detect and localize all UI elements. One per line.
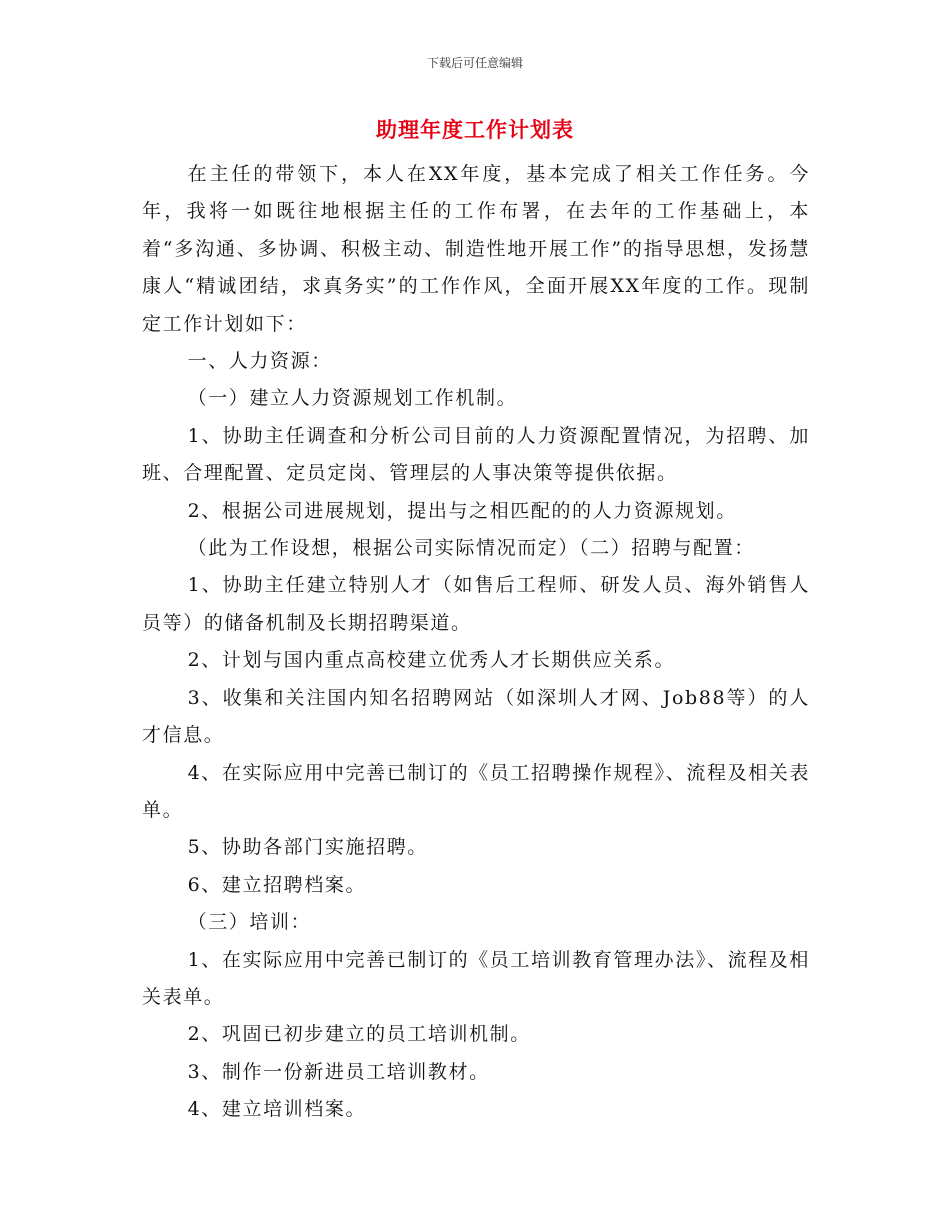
recruitment-item-5: 5、协助各部门实施招聘。	[187, 836, 428, 859]
recruitment-item-3: 3、收集和关注国内知名招聘网站（如深圳人才网、Job88等）的人才信息。	[142, 686, 810, 747]
training-item-3: 3、制作一份新进员工培训教材。	[187, 1060, 490, 1083]
document-body	[142, 156, 810, 1129]
planning-item-2: 2、根据公司进展规划，提出与之相匹配的的人力资源规划。	[187, 499, 737, 522]
recruitment-item-1: 1、协助主任建立特别人才（如售后工程师、研发人员、海外销售人员等）的储备机制及长期招聘渠道。	[142, 574, 810, 634]
training-item-4: 4、建立培训档案。	[187, 1098, 367, 1121]
recruitment-item-2: 2、计划与国内重点高校建立优秀人才长期供应关系。	[187, 649, 676, 672]
recruitment-item-4: 4、在实际应用中完善已制订的《员工招聘操作规程》、流程及相关表单。	[142, 761, 810, 821]
intro-paragraph: 在主任的带领下，本人在XX年度，基本完成了相关工作任务。今年，我将一如既往地根据主任的工作布署，在去年的工作基础上，本着“多沟通、多协调、积极主动、制造性地开展工作”的指导思想，发扬慧康人“精诚团结，求真务实”的工作作风，全面开展XX年度的工作。现制定工作计划如下：	[142, 163, 810, 335]
document-title: 助理年度工作计划表	[376, 118, 574, 142]
planning-item-1: 1、协助主任调查和分析公司目前的人力资源配置情况，为招聘、加班、合理配置、定员定岗、管理层的人事决策等提供依据。	[142, 424, 810, 485]
header-note: 下载后可任意编辑	[426, 56, 523, 70]
section-heading-hr: 一、人力资源：	[187, 350, 332, 373]
recruitment-item-6: 6、建立招聘档案。	[187, 873, 367, 896]
subsection-heading-planning: （一）建立人力资源规划工作机制。	[187, 387, 518, 410]
training-item-1: 1、在实际应用中完善已制订的《员工培训教育管理办法》、流程及相关表单。	[142, 948, 810, 1008]
training-item-2: 2、巩固已初步建立的员工培训机制。	[187, 1023, 531, 1046]
planning-note-and-recruitment-heading: （此为工作设想，根据公司实际情况而定）（二）招聘与配置：	[187, 537, 755, 560]
subsection-heading-training: （三）培训：	[187, 911, 312, 934]
